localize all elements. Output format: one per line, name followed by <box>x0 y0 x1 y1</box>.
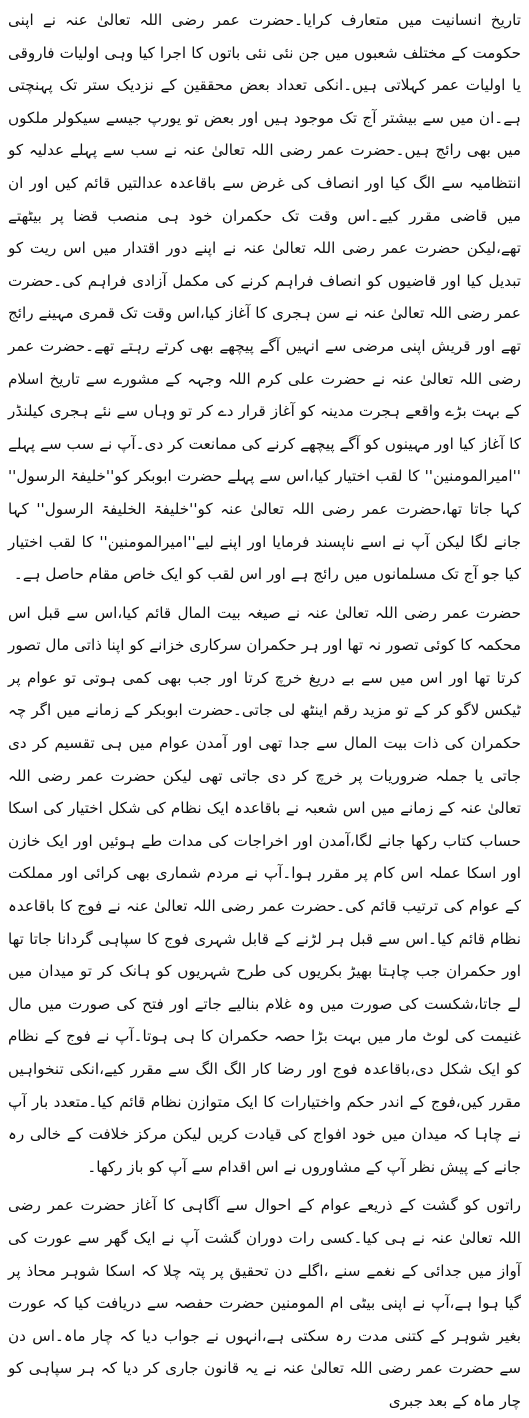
paragraph-night-patrols: راتوں کو گشت کے ذریعے عوام کے احوال سے آگاہی کا آغاز حضرت عمر رضی اللہ تعالیٰ عنہ نے ہی کیا۔کسی رات دوران گشت آپ نے ایک گھر سے عورت کی آواز میں جدائی کے نغمے سنے ،اگلے دن تحقیق پر پتہ چلا کہ اسکا شوہر محاذ پر گیا ہوا ہے،آپ نے اپنی بیٹی ام المومنین حضرت حفصہ سے دریافت کیا کہ عورت بغیر شوہر کے کتنی مدت رہ سکتی ہے،انہوں نے جواب دیا کہ چار ماہ۔اس دن سے حضرت عمر رضی اللہ تعالیٰ عنہ نے یہ قانون جاری کر دیا کہ ہر سپاہی کو چار ماہ کے بعد جبری <box>8 1196 521 1410</box>
paragraph-bait-ul-maal: حضرت عمر رضی اللہ تعالیٰ عنہ نے صیغہ بیت المال قائم کیا،اس سے قبل اس محکمہ کا کوئی تصور نہ تھا اور ہر حکمران سرکاری خزانے کو اپنا ذاتی مال تصور کرتا تھا اور اس میں سے بے دریغ خرچ کرتا اور جب بھی کمی ہوتی تو عوام پر ٹیکس لاگو کر کے تو مزید رقم اینٹھ لی جاتی۔حضرت ابوبکر کے زمانے میں اگر چہ حکمران کی ذات بیت المال سے جدا تھی اور آمدن عوام میں ہی تقسیم کر دی جاتی یا جملہ ضروریات پر خرچ کر دی جاتی تھی لیکن حضرت عمر رضی اللہ تعالیٰ عنہ کے زمانے میں اس شعبہ نے باقاعدہ ایک نظام کی شکل اختیار کی اسکا حساب کتاب رکھا جانے لگا،آمدن اور اخراجات کی مدات طے ہوئیں اور ایک خازن اور اسکا عملہ اس کام پر مقرر ہوا۔آپ نے مردم شماری بھی کرائی اور مملکت کے عوام کی ترتیب قائم کی۔حضرت عمر رضی اللہ تعالیٰ عنہ نے فوج کا باقاعدہ نظام قائم کیا۔اس سے قبل ہر لڑنے کے قابل شہری فوج کا سپاہی گردانا جاتا تھا اور حکمران جب چاہتا بھیڑ بکریوں کی طرح شہریوں کو ہانک کر تو میدان میں لے جاتا،شکست کی صورت میں وہ غلام بنالیے جاتے اور فتح کی صورت میں مال غنیمت کی لوٹ مار میں بہت بڑا حصہ حکمران کا ہی ہوتا۔آپ نے فوج کے نظام کو ایک شکل دی،باقاعدہ فوج اور رضا کار الگ الگ سے مقرر کیے،انکی تنخواہیں مقرر کیں،فوج کے اندر حکم واختیارات کا ایک متوازن نظام قائم کیا۔متعدد بار آپ نے چاہا کہ میدان میں خود افواج کی قیادت کریں لیکن مرکز خلافت کے خالی رہ جانے کے پیش نظر آپ کے مشاوروں نے اس اقدام سے آپ کو باز رکھا۔ <box>8 603 521 1176</box>
paragraph-achievements: تاریخ انسانیت میں متعارف کرایا۔حضرت عمر رضی اللہ تعالیٰ عنہ نے اپنی حکومت کے مختلف شعبوں میں جن نئی نئی باتوں کا اجرا کیا وہی اولیات فاروقی یا اولیات عمر کہلاتی ہیں۔انکی تعداد بعض محققین کے نزدیک ستر تک پہنچتی ہے۔ان میں سے بیشتر آج تک موجود ہیں اور بعض تو یورپ جیسے سیکولر ملکوں میں بھی رائج ہیں۔حضرت عمر رضی اللہ تعالیٰ عنہ نے سب سے پہلے عدلیہ کو انتظامیہ سے الگ کیا اور انصاف کی غرض سے باقاعدہ عدالتیں قائم کیں اور ان میں قاضی مقرر کیے۔اس وقت تک حکمران خود ہی منصب قضا پر بیٹھتے تھے،لیکن حضرت عمر رضی اللہ تعالیٰ عنہ نے اپنے دور اقتدار میں اس ریت کو تبدیل کیا اور قاضیوں کو انصاف فراہم کرنے کی مکمل آزادی فراہم کی۔حضرت عمر رضی اللہ تعالیٰ عنہ نے سن ہجری کا آغاز کیا،اس وقت تک قمری مہینے رائج تھے اور قریش اپنی مرضی سے انہیں آگے پیچھے بھی کرتے رہتے تھے۔حضرت عمر رضی اللہ تعالیٰ عنہ نے حضرت علی کرم اللہ وجہہ کے مشورے سے تاریخ اسلام کے بہت بڑے واقعے ہجرت مدینہ کو آغاز قرار دے کر تو وہاں سے نئے ہجری کیلنڈر کا آغاز کیا اور مہینوں کو آگے پیچھے کرنے کی ممانعت کر دی۔آپ نے سب سے پہلے ''امیرالمومنین'' کا لقب اختیار کیا،اس سے پہلے حضرت ابوبکر کو''خلیفۃ الرسول'' کہا جاتا تھا،حضرت عمر رضی اللہ تعالیٰ عنہ کو''خلیفۃ الخلیفۃ الرسول'' کہا جانے لگا لیکن آپ نے اسے ناپسند فرمایا اور اپنے لیے''امیرالمومنین'' کا لقب اختیار کیا جو آج تک مسلمانوں میں رائج ہے اور اس لقب کو ایک خاص مقام حاصل ہے۔ <box>8 11 521 584</box>
